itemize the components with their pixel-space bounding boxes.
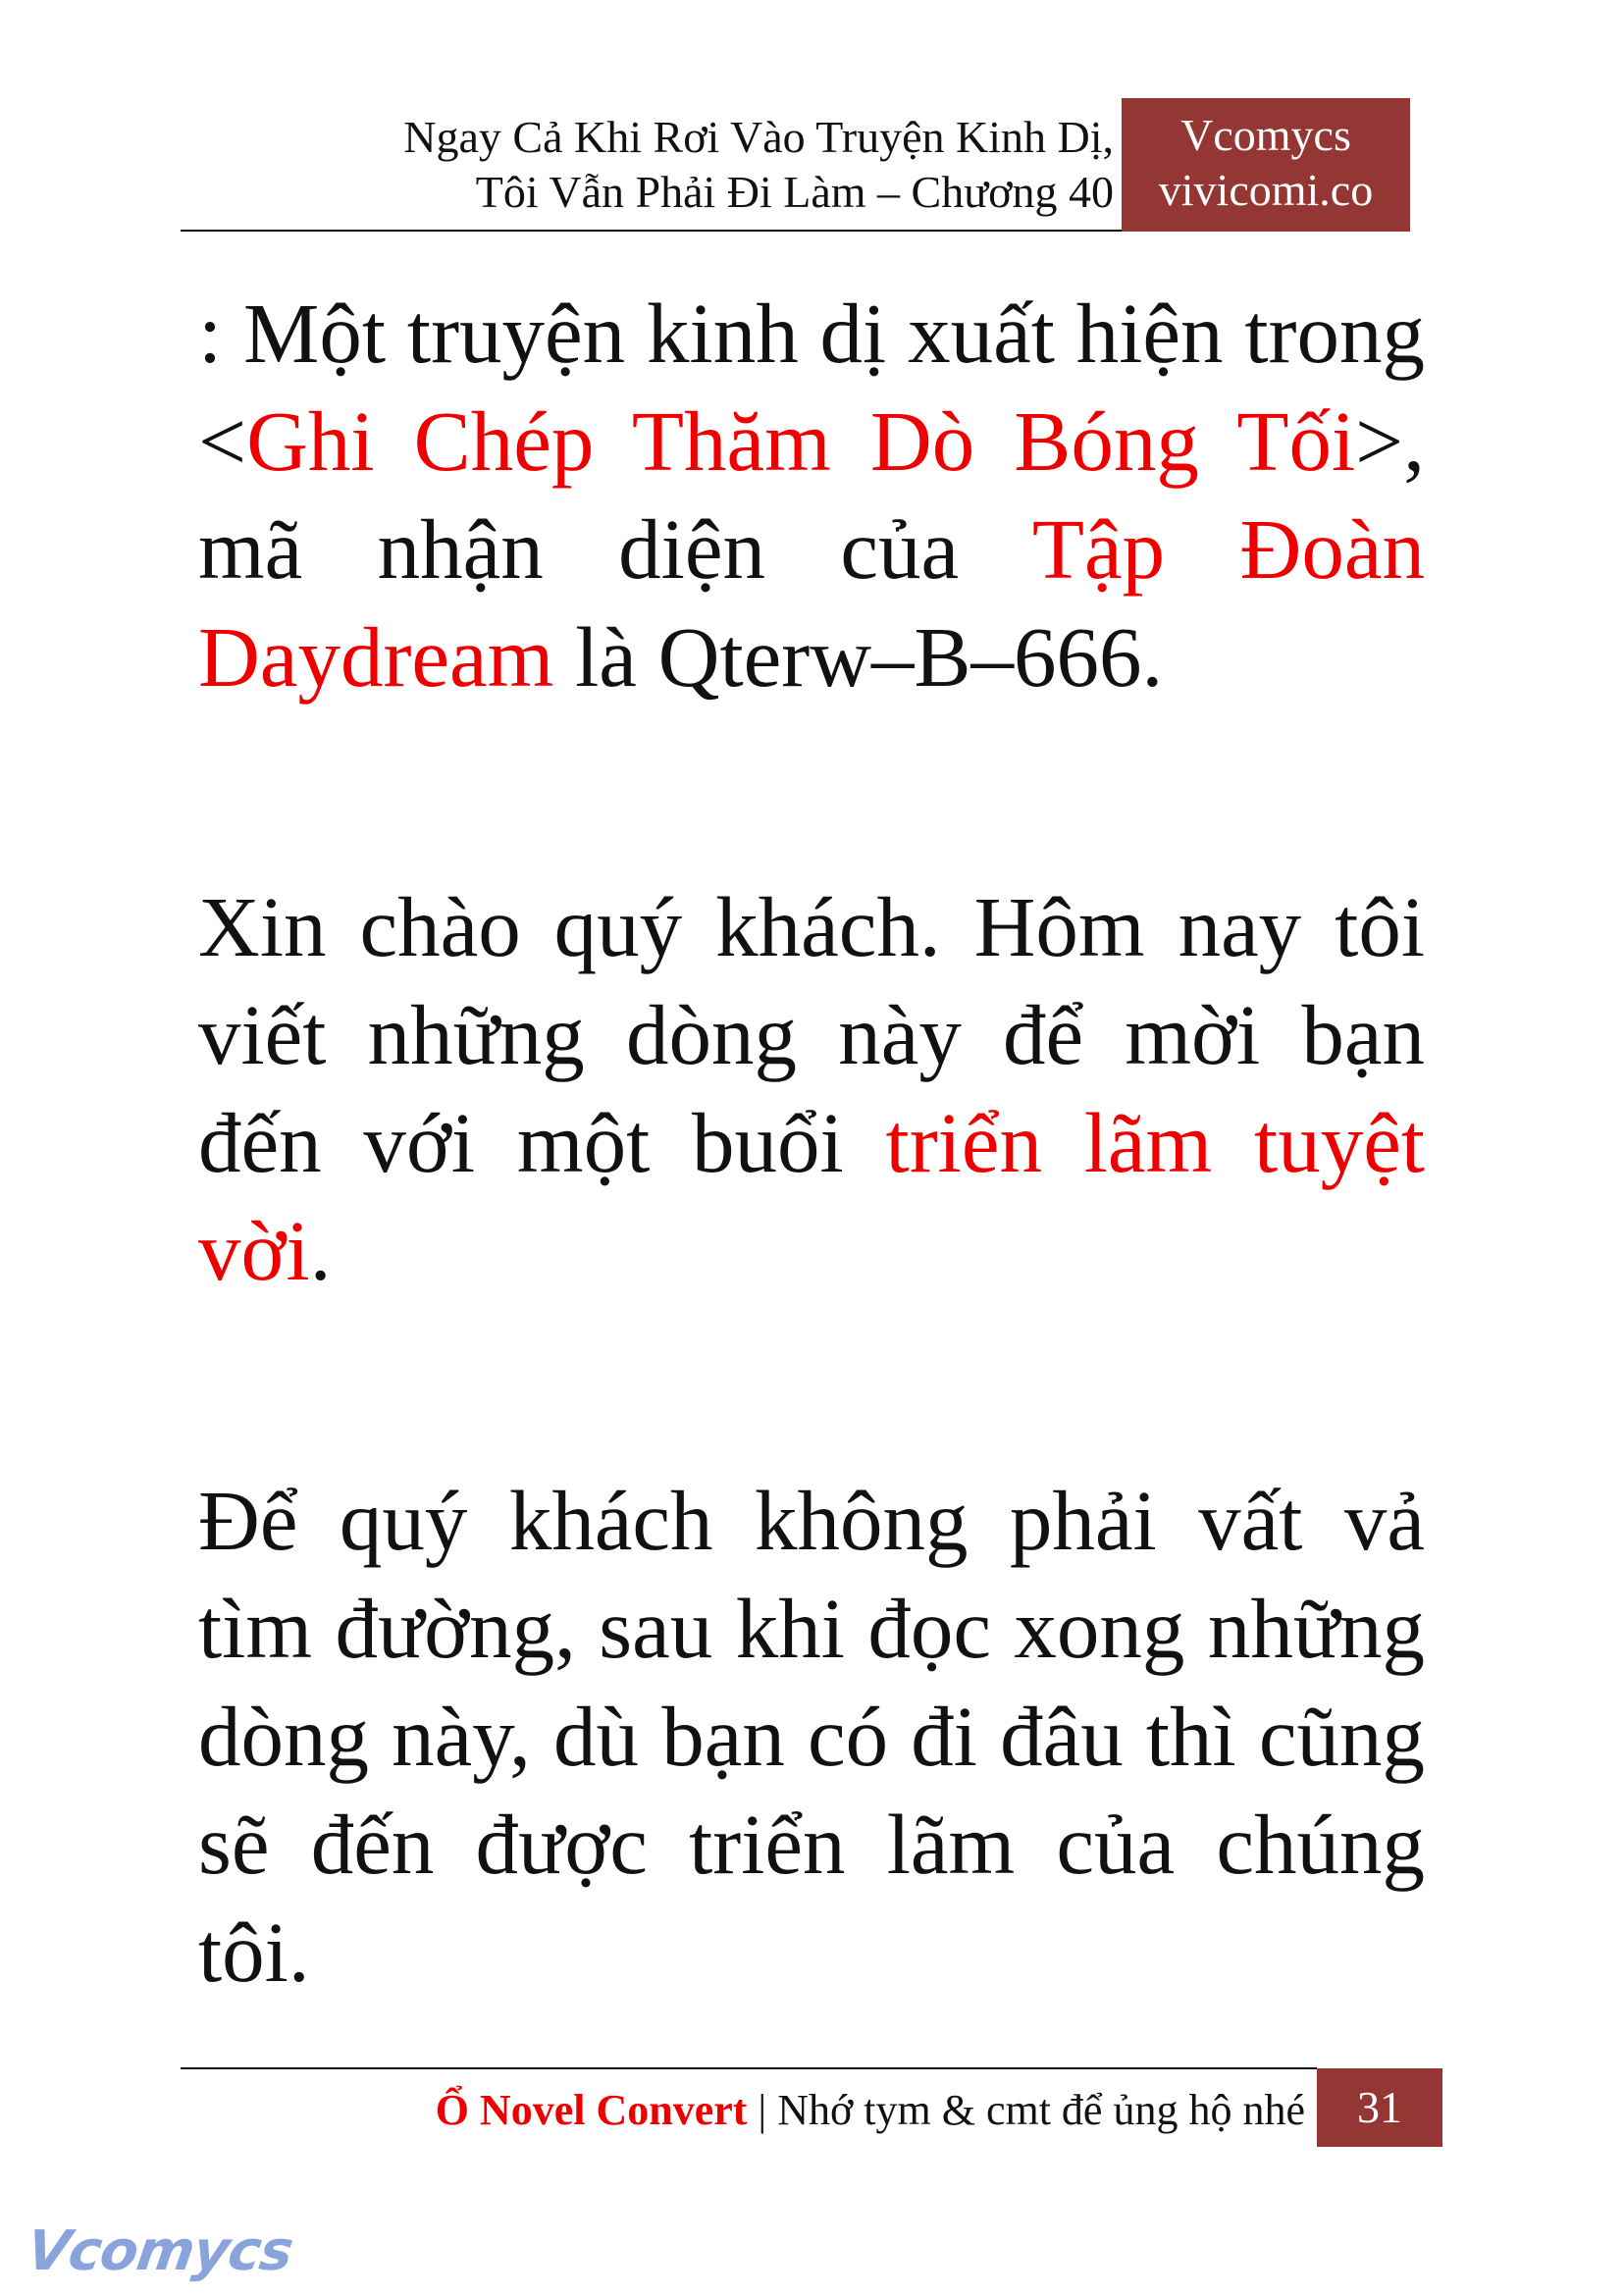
text-segment: Để quý khách không phải vất vả tìm đường, sau khi đọc xong những dòng này, dù bạn có đi đâu thì cũng sẽ đến được triển lãm của chúng tôi. [198, 1473, 1425, 2000]
vcomycs-logo-icon: Vcomycs [23, 2219, 296, 2283]
page-number: 31 [1317, 2068, 1442, 2147]
text-segment: . [309, 1203, 332, 1298]
highlight-exhibition: triển lãm tuyệt vời [198, 1095, 1425, 1298]
paragraph-1 [198, 280, 1425, 711]
chapter-title-line-1: Ngay Cả Khi Rơi Vào Truyện Kinh Dị, [403, 112, 1114, 162]
site-badge [1122, 98, 1410, 232]
footer-divider [181, 2067, 1317, 2069]
footer-note [196, 2084, 1305, 2137]
footer-message: Nhớ tym & cmt để ủng hộ nhé [777, 2086, 1305, 2134]
text-segment: >, mã nhận diện của [198, 393, 1425, 597]
chapter-body [198, 280, 1425, 2168]
chapter-title-line-2: Tôi Vẫn Phải Đi Làm – Chương 40 [475, 167, 1114, 217]
highlight-book-title: Ghi Chép Thăm Dò Bóng Tối [246, 393, 1356, 489]
text-segment: : Một truyện kinh dị xuất hiện trong < [198, 286, 1425, 489]
highlight-company-name: Tập Đoàn Daydream [198, 501, 1425, 704]
paragraph-3 [198, 1467, 1425, 2007]
paragraph-2 [198, 873, 1425, 1305]
footer-brand: Ổ Novel Convert [435, 2086, 748, 2134]
text-segment: Xin chào quý khách. Hôm nay tôi viết những dòng này để mời bạn đến với một buổi [198, 879, 1425, 1190]
header-divider [181, 230, 1123, 232]
chapter-title [196, 110, 1114, 220]
site-badge-name: Vcomycs [1180, 110, 1351, 160]
text-segment: là Qterw–B–666. [553, 609, 1164, 704]
footer-separator: | [747, 2086, 778, 2134]
site-badge-url: vivicomi.co [1158, 165, 1374, 215]
